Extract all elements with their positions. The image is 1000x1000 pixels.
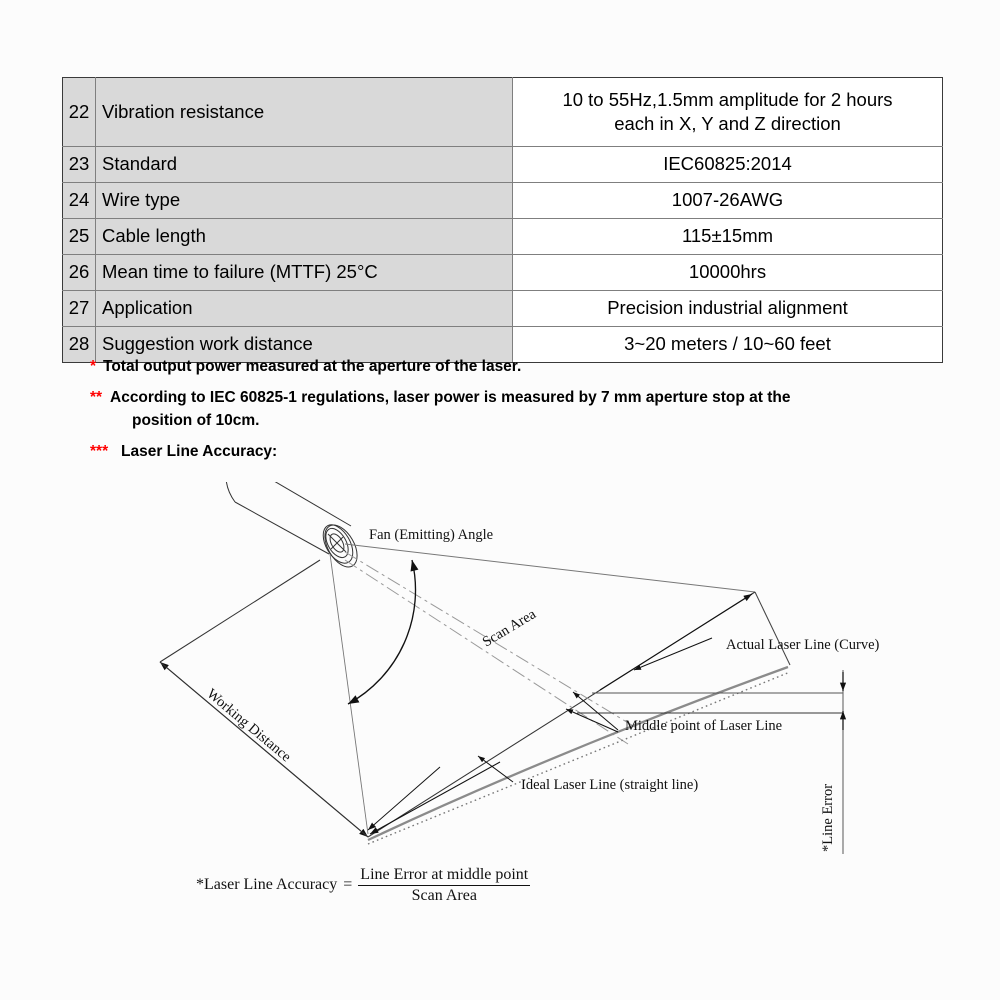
table-row <box>63 183 943 219</box>
asterisk-icon: *** <box>90 442 109 460</box>
footnote-double-star <box>90 386 970 433</box>
ideal-laser-line-label: Ideal Laser Line (straight line) <box>521 777 699 793</box>
footnote-text: Laser Line Accuracy: <box>121 442 278 460</box>
footnote-single-star <box>90 355 970 379</box>
laser-line-accuracy-formula <box>196 866 530 905</box>
footnote-text-line: According to IEC 60825-1 regulations, laser power is measured by 7 mm aperture stop at the <box>110 388 791 406</box>
formula-denominator: Scan Area <box>411 886 477 904</box>
fan-angle-rays <box>345 552 640 744</box>
actual-line-leader <box>634 638 712 670</box>
table-row <box>63 78 943 147</box>
row-label: Application <box>96 291 513 327</box>
formula-equals: = <box>343 876 353 894</box>
ideal-line-leader <box>478 756 513 782</box>
asterisk-icon: * <box>90 358 97 375</box>
footnote-text-continuation: position of 10cm. <box>132 412 260 430</box>
row-value: 1007-26AWG <box>513 183 943 219</box>
ideal-laser-line <box>368 672 790 844</box>
row-index: 22 <box>63 78 96 147</box>
table-row <box>63 219 943 255</box>
beam-projection-outline <box>160 554 790 837</box>
spec-table-body <box>63 78 943 363</box>
table-row <box>63 255 943 291</box>
row-value-line: each in X, Y and Z direction <box>614 113 841 134</box>
line-error-label: *Line Error <box>820 783 836 852</box>
table-row <box>63 291 943 327</box>
row-value: 3~20 meters / 10~60 feet <box>513 327 943 363</box>
row-index: 28 <box>63 327 96 363</box>
row-index: 24 <box>63 183 96 219</box>
row-value: Precision industrial alignment <box>513 291 943 327</box>
formula-lhs: *Laser Line Accuracy <box>196 876 338 894</box>
row-value: IEC60825:2014 <box>513 147 943 183</box>
row-label: Vibration resistance <box>96 78 513 147</box>
fan-angle-label: Fan (Emitting) Angle <box>369 527 494 543</box>
row-value: 10000hrs <box>513 255 943 291</box>
middle-point-leader-a <box>573 692 618 730</box>
row-index: 27 <box>63 291 96 327</box>
scan-area-label: Scan Area <box>479 606 539 651</box>
row-label: Standard <box>96 147 513 183</box>
row-index: 26 <box>63 255 96 291</box>
table-row <box>63 147 943 183</box>
working-distance-label: Working Distance <box>203 685 294 766</box>
fan-angle-arc <box>348 560 416 704</box>
row-value-line: 10 to 55Hz,1.5mm amplitude for 2 hours <box>562 88 893 110</box>
footnote-triple-star <box>90 440 970 464</box>
row-label: Cable length <box>96 219 513 255</box>
actual-laser-line-label: Actual Laser Line (Curve) <box>726 637 880 653</box>
formula-numerator: Line Error at middle point <box>358 866 530 886</box>
row-index: 23 <box>63 147 96 183</box>
formula-fraction <box>358 866 530 905</box>
laser-module-icon <box>226 482 364 572</box>
footnotes-block <box>90 355 970 470</box>
row-label: Mean time to failure (MTTF) 25°C <box>96 255 513 291</box>
footnote-text: Total output power measured at the aperture of the laser. <box>103 358 522 375</box>
row-value: 115±15mm <box>513 219 943 255</box>
row-value <box>513 78 943 147</box>
middle-point-label: Middle point of Laser Line <box>625 718 783 734</box>
specification-table <box>62 77 943 363</box>
asterisk-icon: ** <box>90 388 103 406</box>
row-index: 25 <box>63 219 96 255</box>
row-label: Wire type <box>96 183 513 219</box>
row-label: Suggestion work distance <box>96 327 513 363</box>
footnote-text <box>110 386 970 433</box>
